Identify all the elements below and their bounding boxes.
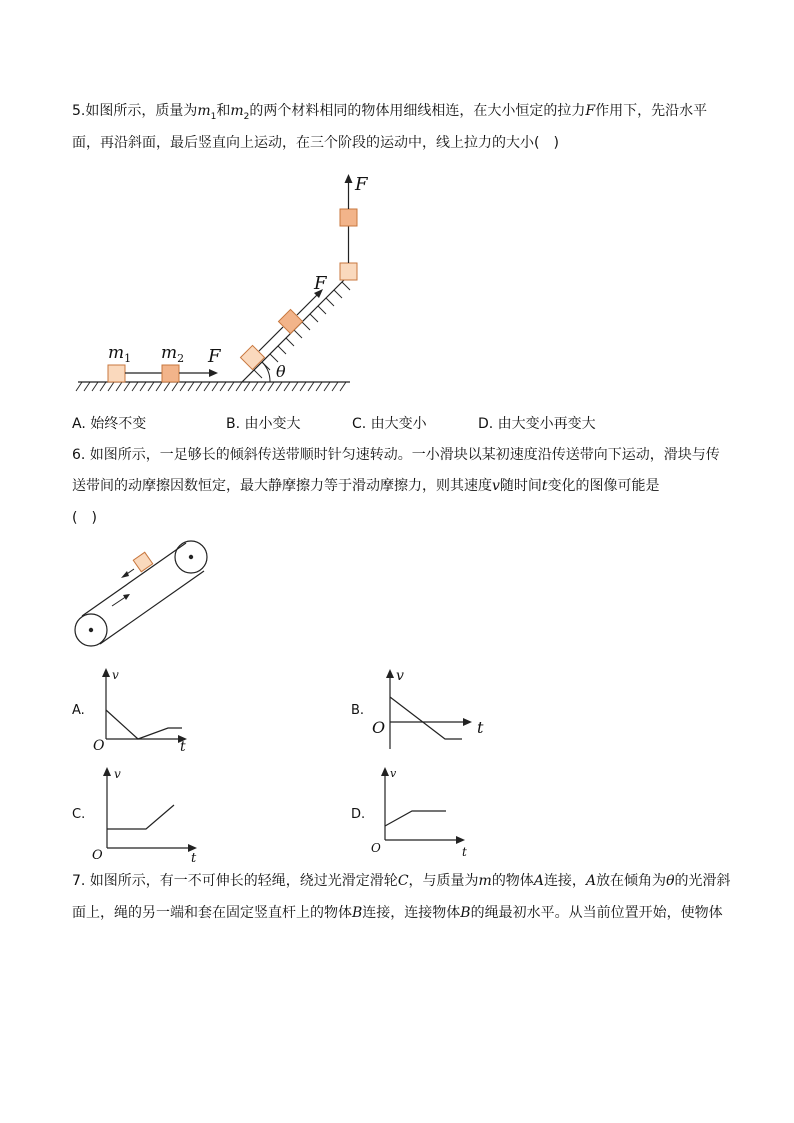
svg-text:O: O [372,718,386,737]
slider-arrow-head [121,571,129,578]
label-m2: $m_2$ [161,343,185,365]
q6-graph-c [90,760,205,865]
graph-b-curve [390,697,462,739]
q5-option-a[interactable]: A. 始终不变 [72,416,147,432]
svg-text:v: v [390,767,397,780]
incline-hatch [254,282,350,378]
svg-text:v: v [112,668,119,682]
block-vertical-lower [340,263,357,280]
graph-c-curve [107,805,174,829]
q7-line2: 面上，绳的另一端和套在固定竖直杆上的物体B连接，连接物体B的绳最初水平。从当前位置开始，使物体 [72,905,723,921]
graph-a-curve [106,710,182,739]
q6-graph-a-label[interactable]: A. [72,703,85,718]
svg-text:O: O [371,841,381,855]
label-m1: $m_1$ [108,343,132,365]
q6-graph-b [370,665,495,755]
q6-graph-c-label[interactable]: C. [72,807,86,822]
q6-graph-d-label[interactable]: D. [351,807,366,822]
q5-figure [70,165,370,400]
svg-text:t: t [180,739,186,755]
svg-text:O: O [92,848,103,863]
graph-d-curve [385,811,446,826]
q6-graph-a [90,665,200,755]
svg-text:t: t [191,851,197,866]
belt-bottom-edge [100,571,204,644]
svg-text:t: t [477,718,484,737]
svg-text:O: O [93,738,105,754]
belt-top-edge [82,543,186,616]
theta-arc [262,362,270,382]
block-m1 [108,365,125,382]
theta-label: θ [276,362,286,381]
svg-text:t: t [462,845,467,859]
q5-option-d[interactable]: D. 由大变小再变大 [478,416,596,432]
arrow-head-horizontal [209,369,218,377]
label-F-vertical: F [355,174,368,195]
q6-graph-b-label[interactable]: B. [351,703,365,718]
q6-line1: 6. 如图所示，一足够长的倾斜传送带顺时针匀速转动。一小滑块以某初速度沿传送带向下运动，滑块与传 [72,447,720,463]
label-F-horizontal: F [208,346,221,367]
q6-line2: 送带间的动摩擦因数恒定，最大静摩擦力等于滑动摩擦力，则其速度v随时间t变化的图像可能是 [72,478,660,494]
conveyor-belt-figure [72,540,212,650]
block-m2 [162,365,179,382]
q5-line2: 面，再沿斜面，最后竖直向上运动，在三个阶段的运动中，线上拉力的大小( ) [72,135,559,151]
svg-text:v: v [396,668,404,684]
q7-line1: 7. 如图所示，有一不可伸长的轻绳，绕过光滑定滑轮C，与质量为m的物体A连接，A放在倾角为θ的光滑斜 [72,873,731,889]
label-F-incline: F [314,273,327,294]
block-vertical-upper [340,209,357,226]
q5-option-c[interactable]: C. 由大变小 [352,416,427,432]
q6-line3: ( ) [72,510,97,526]
belt-direction-arrow-head [123,594,130,600]
q6-graph-d [368,760,483,860]
svg-text:v: v [114,767,121,781]
q5-line1: 5.如图所示，质量为$m_1$和$m_2$的两个材料相同的物体用细线相连，在大小恒定的拉力F作用下，先沿水平 [72,103,708,122]
ground-hatch [76,382,346,391]
q5-option-b[interactable]: B. 由小变大 [226,416,301,432]
arrow-head-vertical [345,174,353,183]
